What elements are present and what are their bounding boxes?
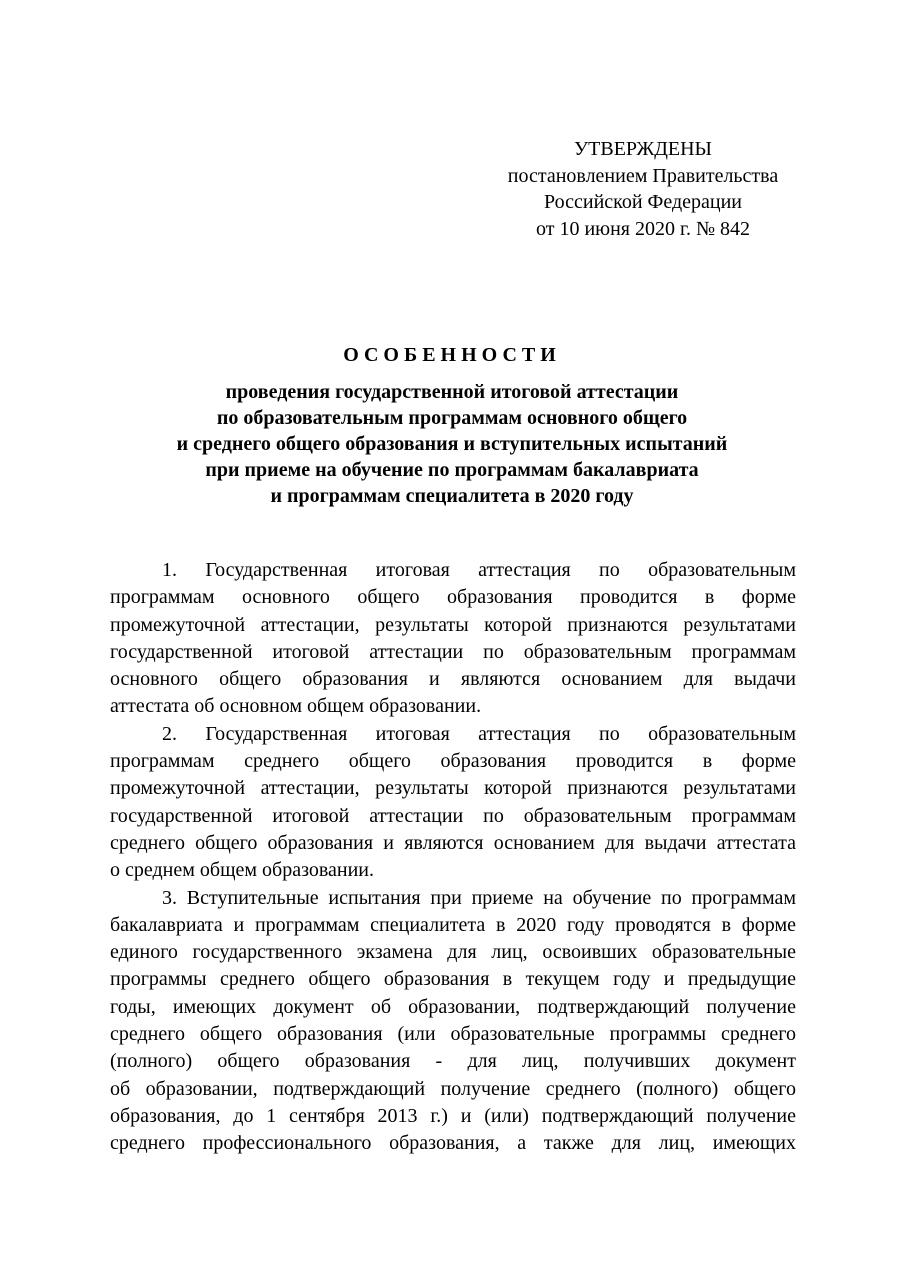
title-subtitle (110, 379, 794, 509)
paragraph-3 (110, 885, 796, 1158)
text-line: государственной итоговой аттестации по образовательным программам (110, 640, 796, 663)
text-line: об образовании, подтверждающий получение среднего (полного) общего (110, 1077, 796, 1100)
subtitle-line: по образовательным программам основного общего (216, 407, 688, 429)
text-line: аттестата об основном общем образовании. (110, 695, 482, 718)
approval-stamp (478, 136, 808, 242)
text-line: среднего общего образования (или образовательные программы среднего (110, 1023, 796, 1046)
text-line: среднего профессионального образования, а также для лиц, имеющих (110, 1132, 796, 1155)
paragraph-2 (110, 721, 796, 885)
text-line: бакалавриата и программам специалитета в 2020 году проводятся в форме (110, 913, 796, 936)
text-line: программам среднего общего образования проводится в форме (110, 750, 796, 773)
text-line: 2. Государственная итоговая аттестация по образовательным (162, 722, 796, 745)
document-body (110, 557, 796, 1158)
text-line: единого государственного экзамена для лиц, освоивших образовательные (110, 941, 796, 964)
document-title (110, 341, 794, 509)
text-line: программам основного общего образования проводится в форме (110, 586, 796, 609)
approval-line: от 10 июня 2020 г. № 842 (535, 217, 751, 240)
text-line: среднего общего образования и являются основанием для выдачи аттестата (110, 831, 796, 854)
paragraph-1 (110, 557, 796, 721)
approval-line: Российской Федерации (543, 191, 743, 213)
subtitle-line: проведения государственной итоговой аттестации (225, 381, 679, 403)
title-heading: ОСОБЕННОСТИ (343, 344, 561, 366)
text-line: годы, имеющих документ об образовании, подтверждающий получение (110, 995, 796, 1018)
subtitle-line: и среднего общего образования и вступительных испытаний (176, 433, 728, 455)
text-line: промежуточной аттестации, результаты которой признаются результатами (110, 777, 796, 800)
subtitle-line: при приеме на обучение по программам бакалавриата (205, 459, 699, 481)
text-line: программы среднего общего образования в текущем году и предыдущие (110, 968, 796, 991)
text-line: о среднем общем образовании. (110, 859, 375, 882)
approval-heading: УТВЕРЖДЕНЫ (573, 138, 713, 160)
text-line: промежуточной аттестации, результаты которой признаются результатами (110, 613, 796, 636)
text-line: 3. Вступительные испытания при приеме на обучение по программам (162, 886, 796, 909)
text-line: образования, до 1 сентября 2013 г.) и (или) подтверждающий получение (110, 1104, 796, 1127)
text-line: 1. Государственная итоговая аттестация по образовательным (162, 559, 796, 581)
text-line: (полного) общего образования - для лиц, получивших документ (110, 1050, 796, 1073)
text-line: государственной итоговой аттестации по образовательным программам (110, 804, 796, 827)
subtitle-line: и программам специалитета в 2020 году (270, 485, 634, 507)
text-line: основного общего образования и являются основанием для выдачи (110, 668, 796, 691)
approval-line: постановлением Правительства (507, 164, 779, 187)
